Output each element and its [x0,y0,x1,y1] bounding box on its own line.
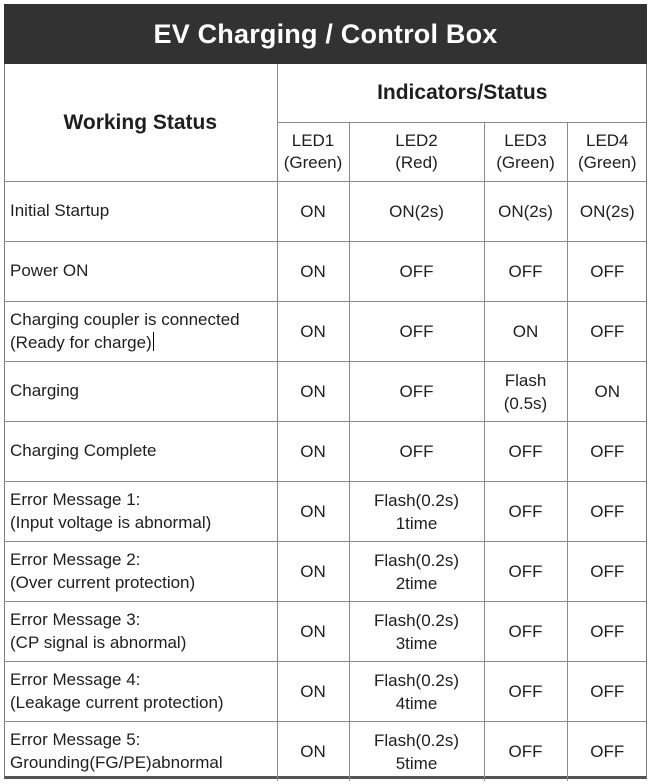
cell-text-line: ON [300,202,326,221]
cell-text-line: ON [300,682,326,701]
cell-text-line: OFF [508,622,543,641]
cell-text-line: OFF [508,442,543,461]
led2-cell [349,602,484,662]
cell-text-line: OFF [399,322,434,341]
led4-cell [567,542,647,602]
led4-cell [567,662,647,722]
cell-text-line: OFF [590,322,625,341]
led3-cell [484,362,567,422]
led3-cell [484,722,567,782]
cell-text-line: Power ON [10,261,89,281]
table-row [4,362,647,422]
cell-text-line: ON [594,382,620,401]
table-row [4,722,647,782]
led3-cell [484,422,567,482]
led2-cell [349,362,484,422]
cell-text-line: ON(2s) [579,202,635,221]
cell-text-line: Flash(0.2s) [373,610,460,630]
cell-text-line: Error Message 3: [10,610,141,629]
led1-cell [277,362,349,422]
table-row [4,602,647,662]
table-row [4,482,647,542]
led1-cell [277,242,349,302]
led2-cell [349,722,484,782]
cell-text-line: (Over current protection) [10,572,196,592]
cell-text-line: OFF [590,562,625,581]
led1-cell [277,422,349,482]
led2-cell [349,302,484,362]
header-led2: LED2 (Red) [349,123,484,182]
working-status-cell [4,362,277,422]
led-status-table [4,64,647,781]
led1-cell [277,722,349,782]
led4-cell [567,482,647,542]
header-working-status: Working Status [4,64,277,182]
cell-text-line: OFF [590,262,625,281]
cell-text-line: 2time [395,573,438,593]
cell-text-line: 4time [395,693,438,713]
cell-text-line: Charging [10,381,79,401]
led2-cell [349,482,484,542]
cell-text-line: OFF [508,262,543,281]
led4-cell [567,242,647,302]
led2-cell [349,662,484,722]
working-status-cell [4,482,277,542]
working-status-cell [4,422,277,482]
header-led1: LED1 (Green) [277,123,349,182]
cell-text-line: (Leakage current protection) [10,692,224,712]
table-row [4,182,647,242]
led3-cell [484,602,567,662]
header-led4: LED4 (Green) [567,123,647,182]
cell-text-line: Flash(0.2s) [373,670,460,690]
led2-cell [349,242,484,302]
led1-cell [277,542,349,602]
working-status-cell [4,602,277,662]
cell-text-line: (0.5s) [503,393,548,413]
cell-text-line: OFF [399,262,434,281]
led4-cell [567,182,647,242]
led1-cell [277,662,349,722]
led2-cell [349,542,484,602]
cell-text-line: ON [300,262,326,281]
working-status-cell [4,542,277,602]
cell-text-line: ON [300,562,326,581]
cell-text-line: OFF [590,682,625,701]
cell-text-line: Initial Startup [10,201,110,221]
cell-text-line: Flash(0.2s) [373,730,460,750]
cell-text-line: ON [300,622,326,641]
led2-cell [349,182,484,242]
cell-text-line: Charging Complete [10,441,157,461]
led1-cell [277,182,349,242]
led3-cell [484,302,567,362]
cell-text-line: 3time [395,633,438,653]
cell-text-line: Flash [504,370,547,390]
cell-text-line: Charging coupler is connected [10,310,240,329]
led3-cell [484,242,567,302]
cell-text-line: ON(2s) [498,202,553,221]
table-row [4,422,647,482]
working-status-cell [4,182,277,242]
text-cursor [153,332,154,351]
led4-cell [567,362,647,422]
led2-cell [349,422,484,482]
cell-text-line: 1time [395,513,438,533]
led1-cell [277,302,349,362]
header-indicators-status: Indicators/Status [277,64,647,123]
led1-cell [277,602,349,662]
cell-text-line: Flash(0.2s) [373,490,460,510]
cell-text-line: OFF [590,742,625,761]
cell-text-line: OFF [399,382,434,401]
cell-text-line: ON [512,322,539,341]
working-status-cell [4,722,277,782]
cell-text-line: ON(2s) [389,202,444,221]
led4-cell [567,422,647,482]
cell-text-line: ON [300,742,326,761]
cell-text-line: 5time [395,753,438,773]
table-row [4,302,647,362]
cell-text-line: Error Message 1: [10,490,141,509]
led1-cell [277,482,349,542]
cell-text-line: OFF [590,622,625,641]
cell-text-line: Grounding(FG/PE)abnormal [10,752,223,772]
table-body [4,182,647,782]
working-status-cell [4,662,277,722]
led3-cell [484,542,567,602]
header-led3: LED3 (Green) [484,123,567,182]
table-row [4,662,647,722]
cell-text-line: OFF [508,562,543,581]
cell-text-line: (CP signal is abnormal) [10,632,187,652]
cell-text-line: Error Message 5: [10,730,141,749]
cell-text-line: OFF [590,502,625,521]
working-status-cell [4,302,277,362]
led3-cell [484,482,567,542]
cell-text-line: (Ready for charge) [10,332,152,352]
led3-cell [484,182,567,242]
cell-text-line: OFF [508,502,543,521]
cell-text-line: OFF [508,682,543,701]
working-status-cell [4,242,277,302]
cell-text-line: OFF [590,442,625,461]
cell-text-line: (Input voltage is abnormal) [10,512,212,532]
table-row [4,242,647,302]
led4-cell [567,722,647,782]
table-row [4,542,647,602]
cell-text-line: OFF [508,742,543,761]
led3-cell [484,662,567,722]
table-title: EV Charging / Control Box [4,4,647,64]
cell-text-line: ON [300,322,326,341]
cell-text-line: Error Message 2: [10,550,141,569]
cell-text-line: ON [300,382,326,401]
cell-text-line: Error Message 4: [10,670,141,689]
cell-text-line: OFF [399,442,434,461]
led4-cell [567,602,647,662]
cell-text-line: ON [300,502,326,521]
cell-text-line: Flash(0.2s) [373,550,460,570]
led4-cell [567,302,647,362]
cell-text-line: ON [300,442,326,461]
